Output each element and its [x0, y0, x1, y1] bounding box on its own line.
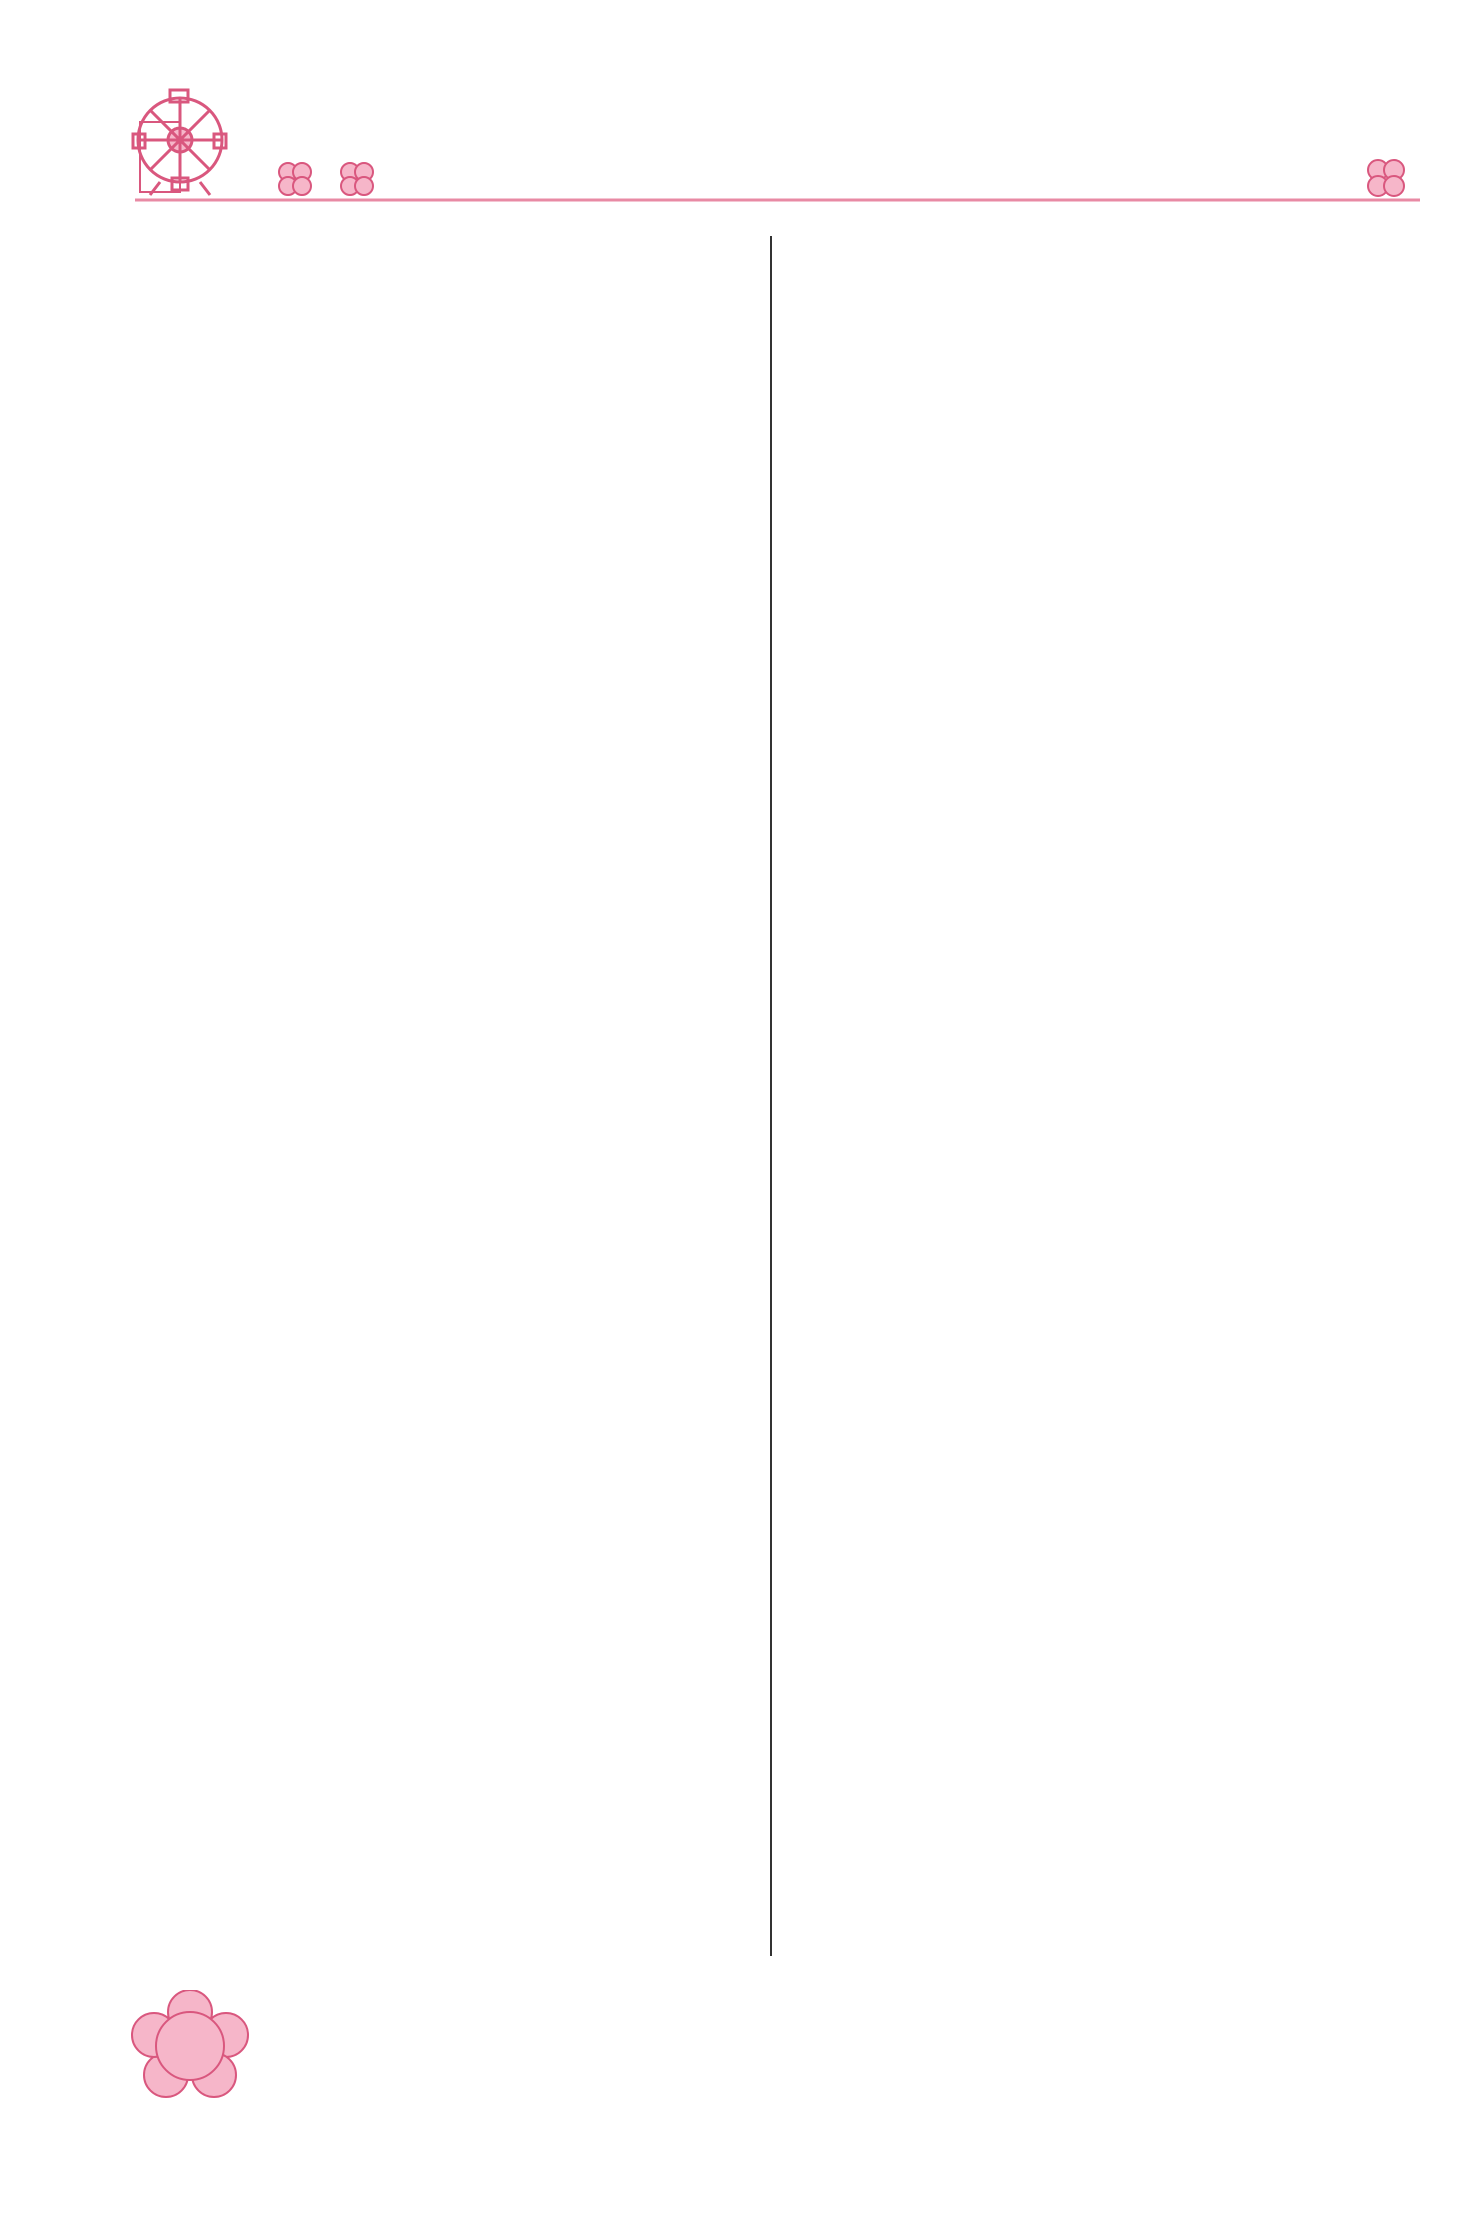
heart-clover-icon — [1368, 160, 1404, 196]
heart-clover-icon — [279, 163, 311, 195]
ferris-wheel-icon — [133, 90, 226, 195]
column-divider — [770, 236, 772, 1956]
page-header — [0, 0, 1460, 220]
heart-clover-icon — [341, 163, 373, 195]
flower-badge-icon — [130, 1990, 250, 2100]
header-decoration — [0, 0, 1460, 220]
